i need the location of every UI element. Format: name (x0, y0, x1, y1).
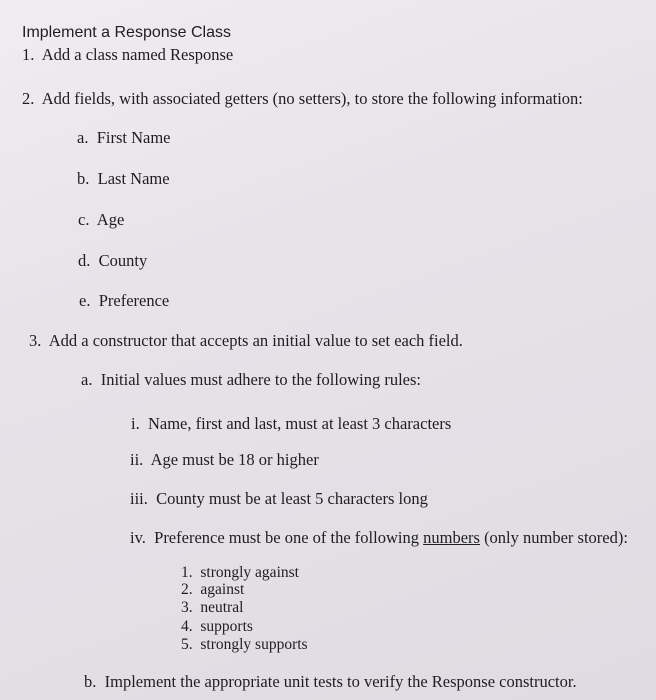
preference-option (181, 617, 253, 637)
preference-number: 3. (181, 599, 193, 616)
field-letter: c. (78, 210, 90, 229)
field-text: First Name (96, 128, 171, 147)
rule-text-underlined: numbers (423, 528, 480, 547)
rule-item (130, 489, 428, 509)
preference-text: strongly supports (200, 636, 308, 653)
preference-number: 1. (181, 564, 193, 581)
rule-numeral: iv. (130, 528, 146, 547)
rule-text: Name, first and last, must at least 3 characters (147, 414, 452, 433)
rule-item (130, 450, 319, 470)
step-3b-text: Implement the appropriate unit tests to verify the Response constructor. (104, 672, 577, 691)
rule-numeral: i. (131, 414, 140, 433)
preference-option (181, 580, 244, 600)
step-3 (29, 331, 463, 351)
rule-text-pre: Preference must be one of the following (154, 528, 424, 547)
field-item (78, 251, 147, 271)
preference-text: against (200, 581, 245, 598)
field-text: County (98, 251, 148, 270)
preference-text: supports (200, 618, 253, 635)
field-item (79, 291, 169, 311)
field-letter: a. (77, 128, 89, 147)
rule-numeral: ii. (130, 450, 144, 469)
preference-option (181, 598, 243, 618)
preference-number: 2. (181, 581, 193, 598)
page-title: Implement a Response Class (22, 24, 231, 41)
step-3b (84, 672, 577, 692)
step-3a-text: Initial values must adhere to the following rules: (100, 370, 422, 389)
preference-number: 4. (181, 618, 193, 635)
rule-text-post: (only number stored): (479, 528, 628, 547)
field-item (77, 128, 171, 148)
field-item (78, 210, 124, 230)
preference-text: strongly against (200, 564, 299, 581)
field-letter: e. (79, 291, 91, 310)
rule-text: Age must be 18 or higher (150, 450, 319, 469)
field-text: Preference (98, 291, 170, 310)
step-1 (22, 45, 233, 65)
preference-number: 5. (181, 636, 193, 653)
field-letter: b. (77, 169, 90, 188)
rule-text: County must be at least 5 characters long (156, 489, 428, 508)
step-2 (22, 89, 583, 109)
rule-numeral: iii. (130, 489, 148, 508)
field-text: Age (96, 210, 125, 229)
rule-item (130, 528, 628, 548)
step-3b-letter: b. (84, 672, 97, 691)
rule-item (131, 414, 451, 434)
step-1-text: Add a class named Response (41, 45, 234, 64)
step-1-number: 1. (22, 45, 35, 64)
field-item (77, 169, 170, 189)
field-letter: d. (78, 251, 91, 270)
preference-text: neutral (200, 599, 244, 616)
step-2-number: 2. (22, 89, 35, 108)
step-3-number: 3. (29, 331, 42, 350)
step-3a-letter: a. (81, 370, 93, 389)
step-2-text: Add fields, with associated getters (no setters), to store the following information: (41, 89, 583, 108)
step-3-text: Add a constructor that accepts an initial value to set each field. (48, 331, 463, 350)
step-3a (81, 370, 421, 390)
field-text: Last Name (97, 169, 170, 188)
preference-option (181, 635, 308, 655)
